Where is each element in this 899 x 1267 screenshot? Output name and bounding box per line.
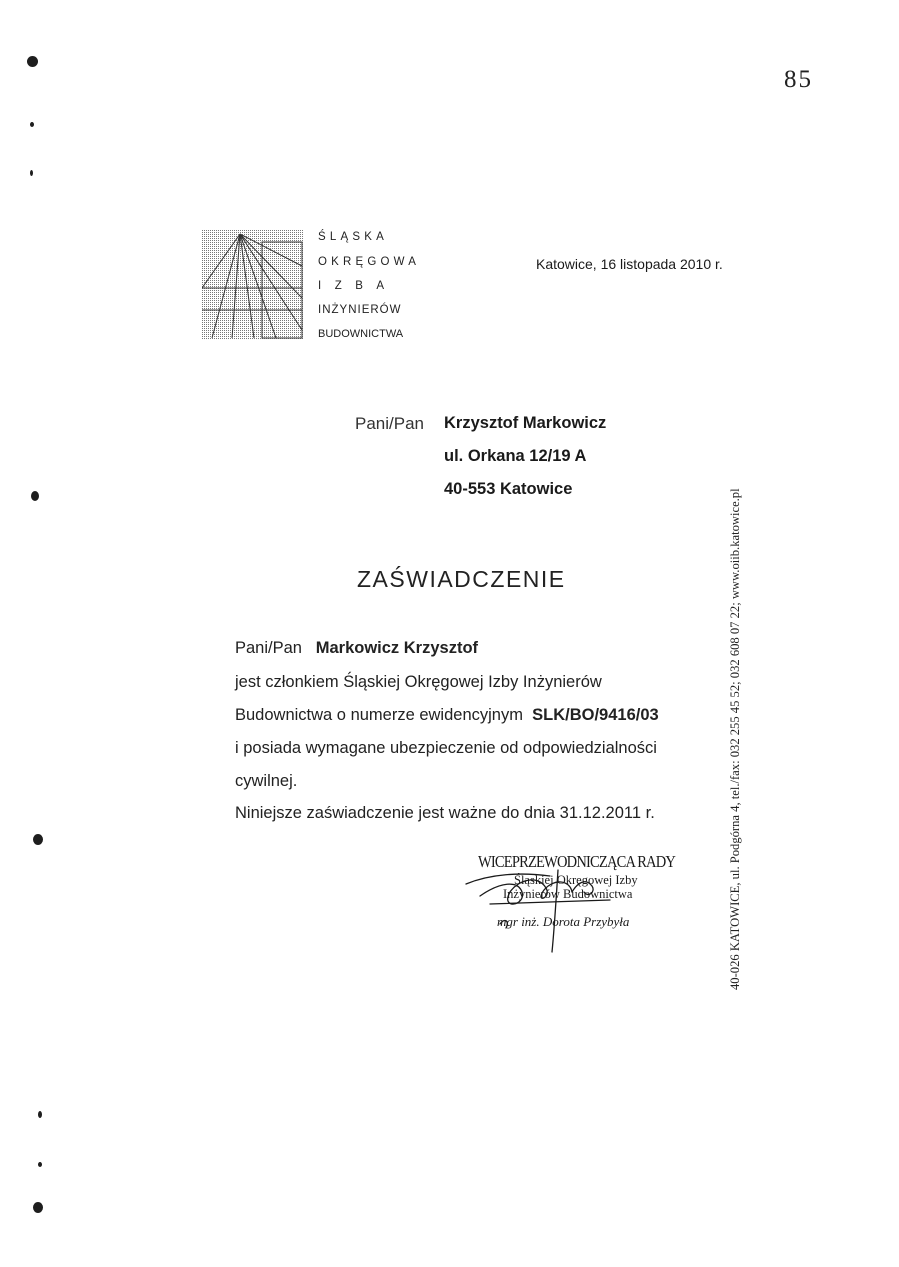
body-line-4: i posiada wymagane ubezpieczenie od odpowiedzialności (235, 739, 657, 757)
body-member-name: Markowicz Krzysztof (315, 639, 479, 657)
body-line-3 (235, 706, 659, 725)
handwritten-signature (460, 862, 660, 957)
page-number: 85 (784, 66, 813, 93)
body-line-1 (235, 639, 478, 658)
logo-line-3: IZBA (318, 280, 398, 292)
stamp-signatory: mgr inż. Dorota Przybyła (497, 914, 630, 929)
logo-line-4: INŻYNIERÓW (318, 304, 402, 316)
scan-speck (38, 1162, 42, 1167)
scan-speck (30, 122, 34, 127)
date-line: Katowice, 16 listopada 2010 r. (536, 256, 723, 272)
chamber-contact-details: 40-026 KATOWICE, ul. Podgórna 4, tel./fax: 032 255 45 52; 032 608 07 22; www.oiib.katowice.pl (728, 488, 742, 990)
stamp-line-2: Śląskiej Okręgowej Izby (514, 873, 638, 887)
logo-line-1: ŚLĄSKA (318, 231, 388, 243)
registration-number: SLK/BO/9416/03 (532, 706, 659, 724)
validity-line: Niniejsze zaświadczenie jest ważne do dnia 31.12.2011 r. (235, 804, 655, 822)
addressee-name: Krzysztof Markowicz (444, 414, 607, 432)
stamp-title: WICEPRZEWODNICZĄCA RADY (478, 853, 676, 872)
scan-speck (30, 170, 33, 176)
stamp-line-3: Inżynierów Budownictwa (503, 887, 633, 901)
body-prefix: Pani/Pan (235, 639, 302, 657)
document-title: ZAŚWIADCZENIE (357, 566, 566, 592)
logo-line-5: BUDOWNICTWA (318, 328, 404, 340)
logo-line-2: OKRĘGOWA (318, 256, 421, 268)
addressee-street: ul. Orkana 12/19 A (444, 447, 587, 465)
body-line-3-text: Budownictwa o numerze ewidencyjnym (235, 706, 523, 724)
scan-speck (38, 1111, 42, 1118)
scan-speck (33, 1202, 43, 1213)
chamber-logo-mark (202, 230, 304, 340)
scan-speck (27, 56, 38, 67)
body-line-5: cywilnej. (235, 772, 298, 790)
scan-speck (31, 491, 39, 501)
scan-speck (33, 834, 43, 845)
body-line-2: jest członkiem Śląskiej Okręgowej Izby Inżynierów (235, 673, 602, 691)
addressee-prefix: Pani/Pan (355, 414, 424, 433)
addressee-city: 40-553 Katowice (444, 480, 573, 498)
